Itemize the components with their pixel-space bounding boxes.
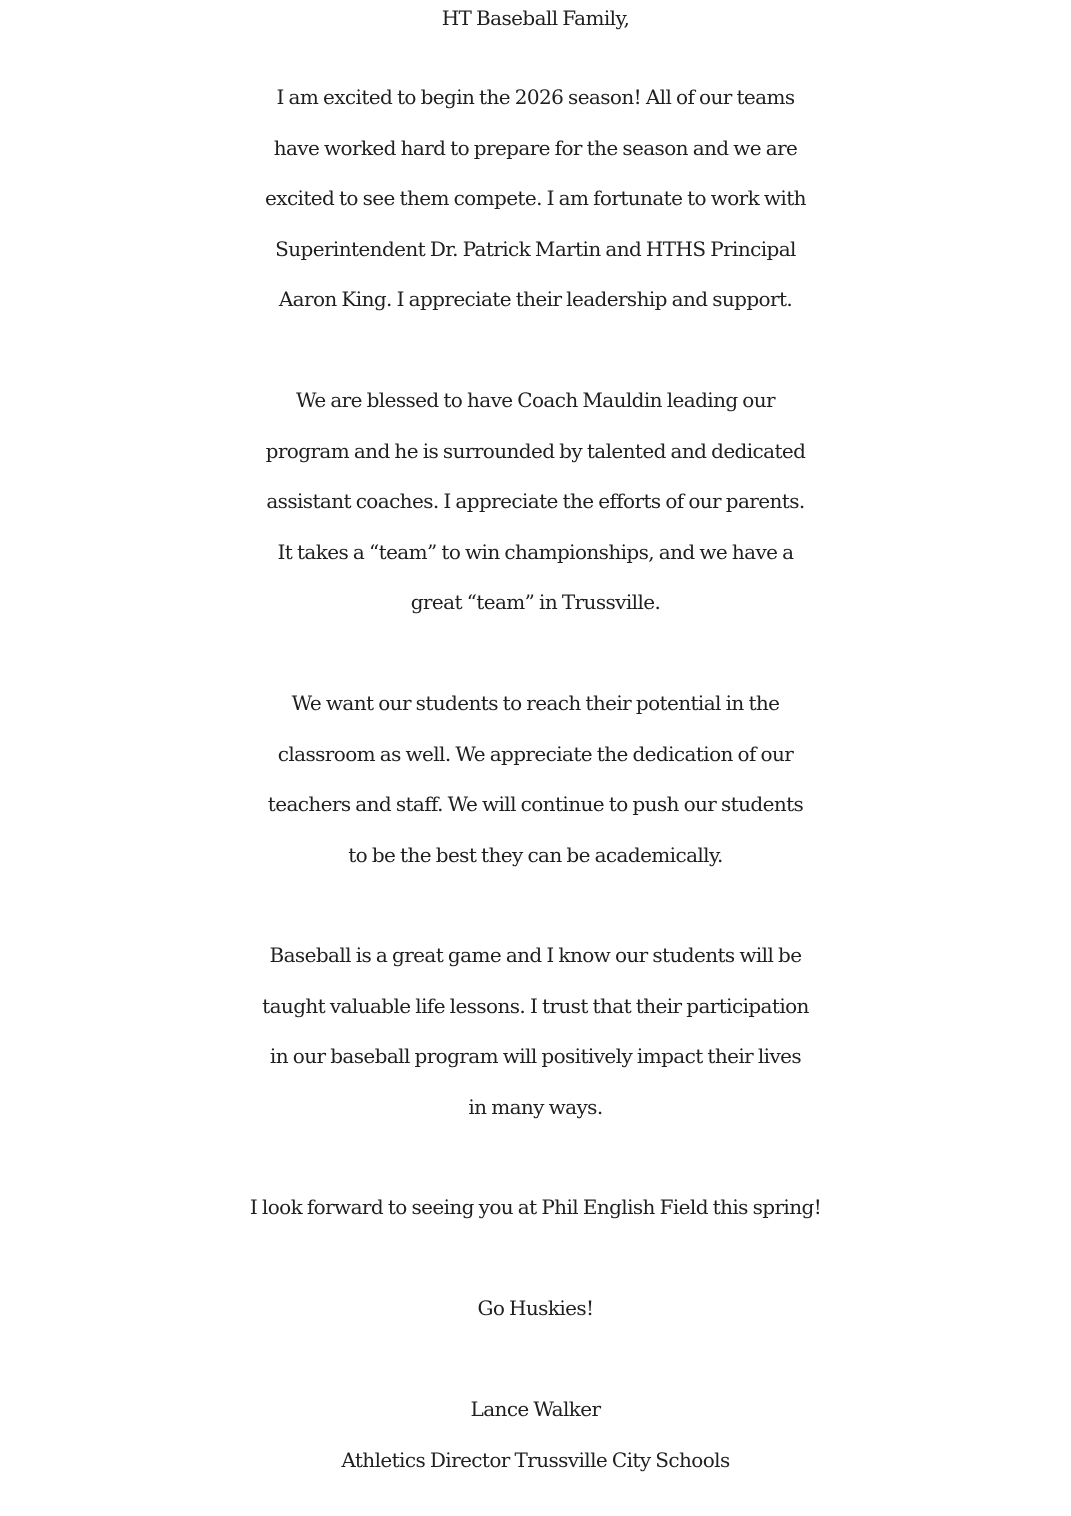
greeting: HT Baseball Family, <box>441 6 630 30</box>
signature-title: Athletics Director Trussville City Schools <box>341 1447 730 1472</box>
paragraph-2-line-4: It takes a “team” to win championships, and we have a <box>277 539 794 564</box>
paragraph-3-line-2: classroom as well. We appreciate the dedication of our <box>277 741 794 766</box>
paragraph-1-line-1: I am excited to begin the 2026 season! All of our teams <box>276 85 795 109</box>
paragraph-1-line-4: Superintendent Dr. Patrick Martin and HTHS Principal <box>275 236 796 261</box>
paragraph-4-line-1: Baseball is a great game and I know our students will be <box>269 943 802 967</box>
paragraph-2-line-3: assistant coaches. I appreciate the efforts of our parents. <box>266 489 805 513</box>
paragraph-3-line-4: to be the best they can be academically. <box>348 842 723 867</box>
paragraph-3-line-1: We want our students to reach their potential in the <box>291 691 780 715</box>
paragraph-4-line-4: in many ways. <box>468 1094 603 1119</box>
signature-name: Lance Walker <box>470 1397 601 1421</box>
paragraph-1-line-2: have worked hard to prepare for the season and we are <box>273 135 798 160</box>
paragraph-3-line-3: teachers and staff. We will continue to push our students <box>267 792 804 816</box>
paragraph-4-line-2: taught valuable life lessons. I trust that their participation <box>262 993 809 1018</box>
paragraph-2-line-1: We are blessed to have Coach Mauldin leading our <box>296 388 775 412</box>
paragraph-4-line-3: in our baseball program will positively impact their lives <box>269 1044 802 1068</box>
closing-statement: I look forward to seeing you at Phil English Field this spring! <box>249 1195 822 1219</box>
paragraph-2-line-5: great “team” in Trussville. <box>410 590 661 614</box>
paragraph-2-line-2: program and he is surrounded by talented and dedicated <box>265 438 806 463</box>
sign-off: Go Huskies! <box>477 1296 594 1320</box>
paragraph-1-line-5: Aaron King. I appreciate their leadership and support. <box>278 287 793 311</box>
paragraph-1-line-3: excited to see them compete. I am fortunate to work with <box>265 186 806 210</box>
